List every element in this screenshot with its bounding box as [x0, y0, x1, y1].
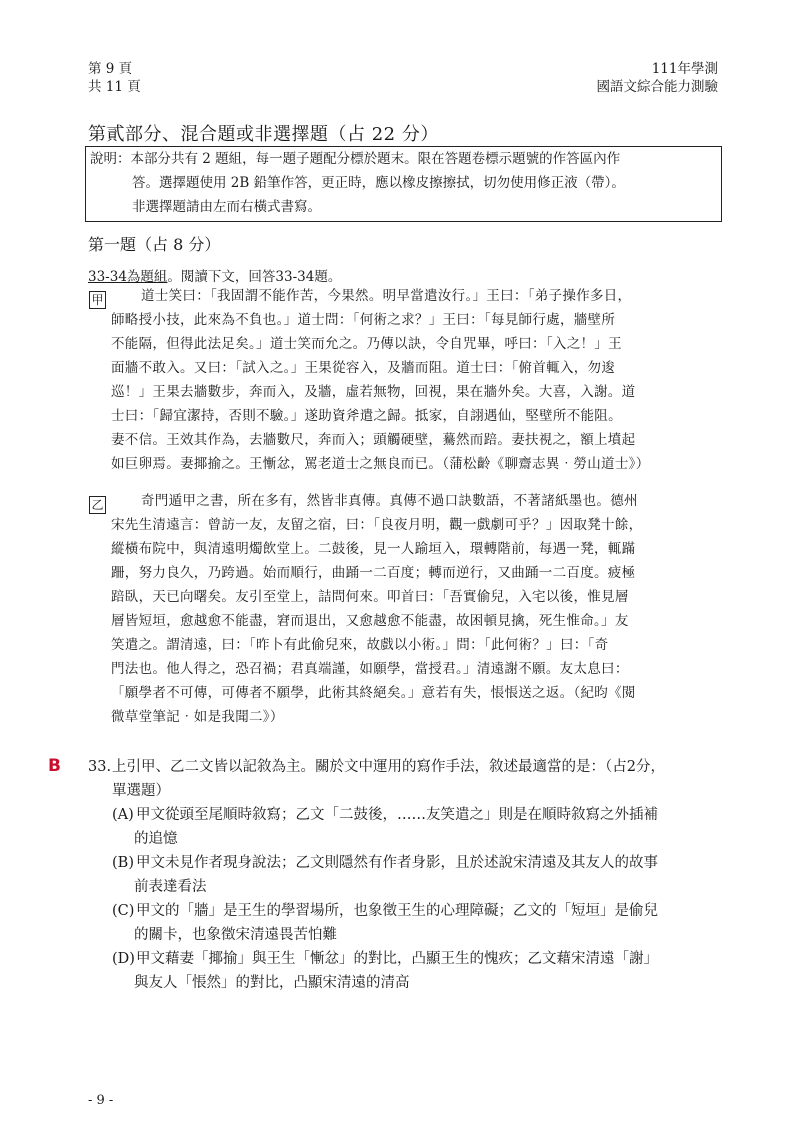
passage-line: 踣臥，天已向曙矣。友引至堂上，詰問何來。叩首曰：「吾實偷兒，入宅以後，惟見層: [111, 589, 629, 605]
total-pages: 共 11 頁: [88, 79, 141, 95]
passage-line: 師略授小技，此來為不負也。」道士問：「何術之求？」王曰：「每見師行處，牆壁所: [111, 312, 616, 328]
option-c-text: 甲文的「牆」是王生的學習場所，也象徵王生的心理障礙；乙文的「短垣」是偷兒: [136, 903, 658, 919]
question-number: 33.: [88, 759, 112, 775]
question-stem: 上引甲、乙二文皆以記敘為主。關於文中運用的寫作手法，敘述最適當的是：（占2分，: [112, 759, 665, 775]
option-d-text: 與友人「悵然」的對比，凸顯宋清遠的清高: [134, 975, 410, 991]
option-label: (B): [112, 855, 134, 871]
option-a-text: 的追憶: [134, 831, 178, 847]
group-intro-text: 。閱讀下文，回答33-34題。: [167, 269, 342, 285]
instruction-line: 說明：本部分共有 2 題組，每一題子題配分標於題末。限在答題卷標示題號的作答區內作: [90, 151, 621, 167]
question-group-intro: [88, 265, 341, 285]
answer-mark: B: [48, 756, 61, 776]
question-stem: 單選題）: [112, 783, 170, 799]
passage-line: 笑遣之。謂清遠，曰：「昨卜有此偷兒來，故戲以小術。」問：「此何術？」曰：「奇: [111, 637, 609, 653]
option-b-text: 前表達看法: [134, 879, 207, 895]
exam-name: 111年學測: [651, 61, 718, 77]
option-label: (C): [112, 903, 135, 919]
passage-line: 不能隔，但得此法足矣。」道士笑而允之。乃傳以訣，令自咒畢，呼曰：「入之！」王: [111, 336, 622, 352]
passage-line: 面牆不敢入。又曰：「試入之。」王果從容入，及牆而阻。道士曰：「俯首輒入，勿逡: [111, 360, 616, 376]
question-group-title: 第一題（占 8 分）: [88, 235, 221, 254]
option-c-text: 的關卡，也象徵宋清遠畏苦怕難: [134, 927, 337, 943]
section-title: 第貳部分、混合題或非選擇題（占 22 分）: [88, 124, 439, 145]
passage-line: 士曰：「歸宜潔持，否則不驗。」遂助資斧遣之歸。抵家，自詡遇仙，堅壁所不能阻。: [111, 408, 622, 424]
passage-line: 如巨卵焉。妻揶揄之。王慚忿，罵老道士之無良而已。（蒲松齡《聊齋志異‧勞山道士》）: [111, 456, 650, 472]
option-label: (D): [112, 951, 135, 967]
passage-line: 巡！」王果去牆數步，奔而入，及牆，虛若無物，回視，果在牆外矣。大喜，入謝。道: [111, 384, 636, 400]
page-number: - 9 -: [88, 1093, 114, 1108]
option-d-text: 甲文藉妻「揶揄」與王生「慚忿」的對比，凸顯王生的愧疚；乙文藉宋清遠「謝」: [136, 951, 658, 967]
passage-line: 縱橫布院中，與清遠明燭飲堂上。二鼓後，見一人踰垣入，環轉階前，每遇一凳，輒蹣: [111, 541, 636, 557]
passage-line: 奇門遁甲之書，所在多有，然皆非真傳。真傳不過口訣數語，不著諸紙墨也。德州: [141, 493, 638, 509]
instruction-line: 答。選擇題使用 2B 鉛筆作答，更正時，應以橡皮擦擦拭，切勿使用修正液（帶）。: [132, 175, 625, 191]
instruction-line: 非選擇題請由左而右橫式書寫。: [132, 199, 321, 215]
page-indicator: 第 9 頁: [88, 61, 133, 77]
option-label: (A): [112, 807, 134, 823]
subject-name: 國語文綜合能力測驗: [596, 79, 718, 95]
passage-line: 門法也。他人得之，恐召禍；君真端謹，如願學，當授君。」清遠謝不願。友太息曰：: [111, 661, 629, 677]
option-b-text: 甲文未見作者現身說法；乙文則隱然有作者身影，且於述說宋清遠及其友人的故事: [136, 855, 658, 871]
passage-line: 「願學者不可傳，可傳者不願學，此術其終絕矣。」意若有失，悵悵送之返。（紀昀《閱: [111, 685, 636, 701]
option-a-text: 甲文從頭至尾順時敘寫；乙文「二鼓後，……友笑遣之」則是在順時敘寫之外插補: [136, 807, 658, 823]
group-range: 33-34為題組: [88, 269, 168, 285]
passage-a-label: 甲: [89, 291, 106, 309]
passage-line: 道士笑曰：「我固謂不能作苦，今果然。明早當遣汝行。」王曰：「弟子操作多日，: [141, 288, 632, 304]
passage-line: 跚，努力良久，乃跨過。始而順行，曲踊一二百度；轉而逆行，又曲踊一二百度。疲極: [111, 565, 636, 581]
passage-line: 微草堂筆記‧如是我聞二》）: [111, 709, 284, 725]
passage-line: 宋先生清遠言：曾訪一友，友留之宿，曰：「良夜月明，觀一戲劇可乎？」因取凳十餘，: [111, 517, 643, 533]
passage-line: 層皆短垣，愈越愈不能盡，窘而退出，又愈越愈不能盡，故困頓見擒，死生惟命。」友: [111, 613, 629, 629]
passage-b-label: 乙: [89, 496, 106, 514]
instructions-box: [85, 146, 722, 222]
passage-line: 妻不信。王效其作為，去牆數尺，奔而入；頭觸硬壁，驀然而踣。妻扶視之，額上墳起: [111, 432, 636, 448]
